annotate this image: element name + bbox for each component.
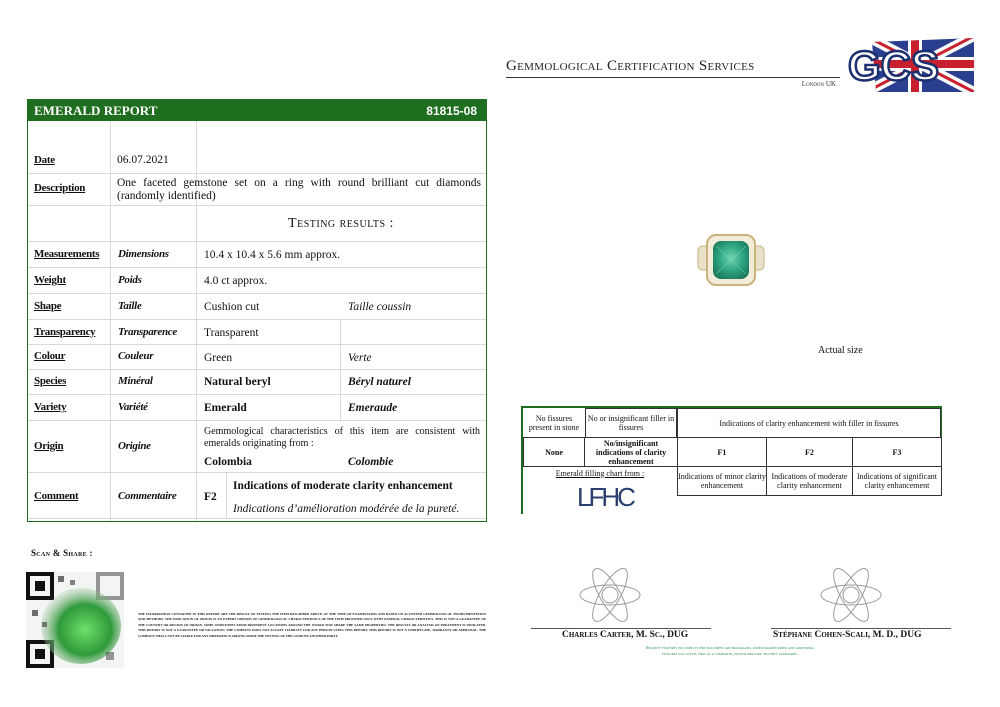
mineral-label: Minéral	[118, 375, 153, 387]
company-location: London UK	[801, 80, 836, 88]
colour-value-fr: Verte	[348, 352, 372, 364]
commentaire-label: Commentaire	[118, 490, 177, 502]
testing-results-heading: Testing results :	[288, 216, 394, 231]
weight-row	[28, 268, 486, 294]
transparence-label: Transparence	[118, 326, 177, 338]
colour-label: Colour	[34, 350, 66, 362]
gcs-union-jack-logo	[846, 36, 974, 92]
transparency-value: Transparent	[204, 327, 259, 339]
grade-divider	[226, 473, 227, 519]
species-value: Natural beryl	[204, 376, 271, 388]
signature-hologram-right	[816, 560, 886, 630]
chart-header-none: No fissures present in stone	[528, 414, 580, 432]
measurements-row	[28, 242, 486, 268]
grade-none: None	[523, 437, 585, 467]
date-row	[28, 150, 486, 174]
grade-f2: F2	[766, 437, 853, 467]
f1-description: Indications of minor clarity enhancement	[677, 466, 767, 496]
description-value: One faceted gemstone set on a ring with round brilliant cut diamonds (randomly identified)	[117, 177, 481, 202]
origin-statement: Gemmological characteristics of this item are consistent with emeralds originating from :	[204, 426, 480, 449]
comment-row	[28, 473, 486, 519]
security-features-note: Security features included in this document are holograms, water marked paper and additional features not listed, that as a composite, exceed industry security standards.	[645, 645, 815, 656]
emerald-ring-photo	[694, 232, 768, 288]
report-header	[28, 100, 486, 121]
company-name: Gemmological Certification Services	[506, 58, 755, 74]
clarity-grade: F2	[204, 491, 217, 503]
lfhc-logo-text: LFHC	[577, 482, 633, 512]
variete-label: Variété	[118, 401, 148, 413]
disclaimer-fine-print: THE INFORMATION CONTAINED IN THIS REPORT ARE THE RESULT OF TESTING THE ITEM DESCRIBED ABOVE, AT THE TIME OF EXAMINATION AND BASED ON ACCEPTED GEMMOLOGICAL INSTRUMENTATION AND METHODS. THE INDICATION OF ORIGIN IS AN EXPERT OPINION OF GEMMOLOGICAL CHARACTERISTICS OF THE ITEM PROVIDED ONLY WITH GENERAL CHARACTERISTICS. THIS IS NOT A GUARANTEE OF THE COUNTRY OR REGION OF ORIGIN. SOME GEMSTONES FROM DIFFERENT LOCATIONS AROUND THE WORLD MAY SHARE THE SAME PROPERTIES. THE RESULTS OR ANALYSIS OF TREATMENT IS INDICATED. THIS REPORT IS NOT A GUARANTEE OR VALUATION. THE COMPANY DOES NOT ACCEPT LIABILITY FOR ANY PERSON USING THIS REPORT. THIS REPORT IS NOT A CERTIFICATE, WARRANTY OR APPRAISAL. THE COMPANY SHALL NOT BE LIABLE FOR ANY DIFFERENCE ARISING FROM THE TESTING OF THE GOOD BY ANOTHER PARTY.	[138, 612, 486, 638]
emerald-report	[27, 99, 487, 522]
shape-label: Shape	[34, 300, 62, 312]
company-header	[506, 58, 840, 88]
weight-value: 4.0 ct approx.	[204, 275, 268, 287]
measurements-label: Measurements	[34, 248, 100, 260]
origin-value-fr: Colombie	[348, 456, 394, 468]
couleur-label: Couleur	[118, 350, 154, 362]
grade-insignificant: No/insignificant indications of clarity enhancement	[584, 437, 678, 467]
origin-label: Origin	[34, 440, 64, 452]
logo-letters: GCS	[848, 42, 940, 89]
actual-size-caption: Actual size	[818, 345, 863, 356]
date-value: 06.07.2021	[117, 154, 169, 166]
qr-code[interactable]	[26, 572, 124, 668]
origin-row	[28, 421, 486, 473]
species-label: Species	[34, 375, 67, 387]
variety-value: Emerald	[204, 402, 247, 414]
grade-f1: F1	[677, 437, 767, 467]
measurements-value: 10.4 x 10.4 x 5.6 mm approx.	[204, 249, 341, 261]
comment-label: Comment	[34, 490, 79, 502]
transparency-row	[28, 320, 486, 345]
signature-line-left	[531, 628, 711, 629]
dimensions-label: Dimensions	[118, 248, 169, 260]
clarity-enhancement-chart	[521, 406, 942, 514]
taille-label: Taille	[118, 300, 142, 312]
chart-source-label: Emerald filling chart from :	[555, 468, 645, 478]
shape-value-fr: Taille coussin	[348, 301, 412, 313]
variety-label: Variety	[34, 401, 67, 413]
report-title: EMERALD REPORT	[34, 102, 158, 118]
header-rule	[506, 77, 840, 78]
origin-value: Colombia	[204, 456, 252, 468]
signatory-cohen-scali: Stéphane Cohen-Scali, M. D., DUG	[773, 630, 922, 640]
transparency-label: Transparency	[34, 326, 96, 338]
origine-label: Origine	[118, 440, 151, 452]
f3-description: Indications of significant clarity enhancement	[852, 466, 942, 496]
report-number: 81815-08	[426, 103, 477, 118]
signatory-carter: Charles Carter, M. Sc., DUG	[562, 630, 689, 640]
comment-value: Indications of moderate clarity enhancement	[233, 480, 453, 492]
colour-row	[28, 345, 486, 370]
f2-description: Indications of moderate clarity enhancement	[766, 466, 853, 496]
testing-results-row	[28, 206, 486, 242]
species-row	[28, 370, 486, 395]
variety-value-fr: Emeraude	[348, 402, 398, 414]
description-row	[28, 174, 486, 206]
poids-label: Poids	[118, 274, 142, 286]
grade-f3: F3	[852, 437, 942, 467]
lfhc-logo	[575, 478, 633, 512]
chart-header-enhancement: Indications of clarity enhancement with filler in fissures	[677, 408, 941, 438]
scan-share-label: Scan & Share :	[31, 548, 93, 558]
colour-value: Green	[204, 352, 233, 364]
description-label: Description	[34, 182, 86, 194]
date-label: Date	[34, 154, 55, 166]
signature-line-right	[771, 628, 951, 629]
chart-header-insignificant: No or insignificant filler in fissures	[585, 408, 677, 438]
shape-row	[28, 294, 486, 320]
weight-label: Weight	[34, 274, 66, 286]
shape-value: Cushion cut	[204, 301, 260, 313]
comment-value-fr: Indications d’amélioration modérée de la pureté.	[233, 503, 460, 515]
variety-row	[28, 395, 486, 421]
species-value-fr: Béryl naturel	[348, 376, 411, 388]
signature-hologram-left	[575, 560, 645, 630]
